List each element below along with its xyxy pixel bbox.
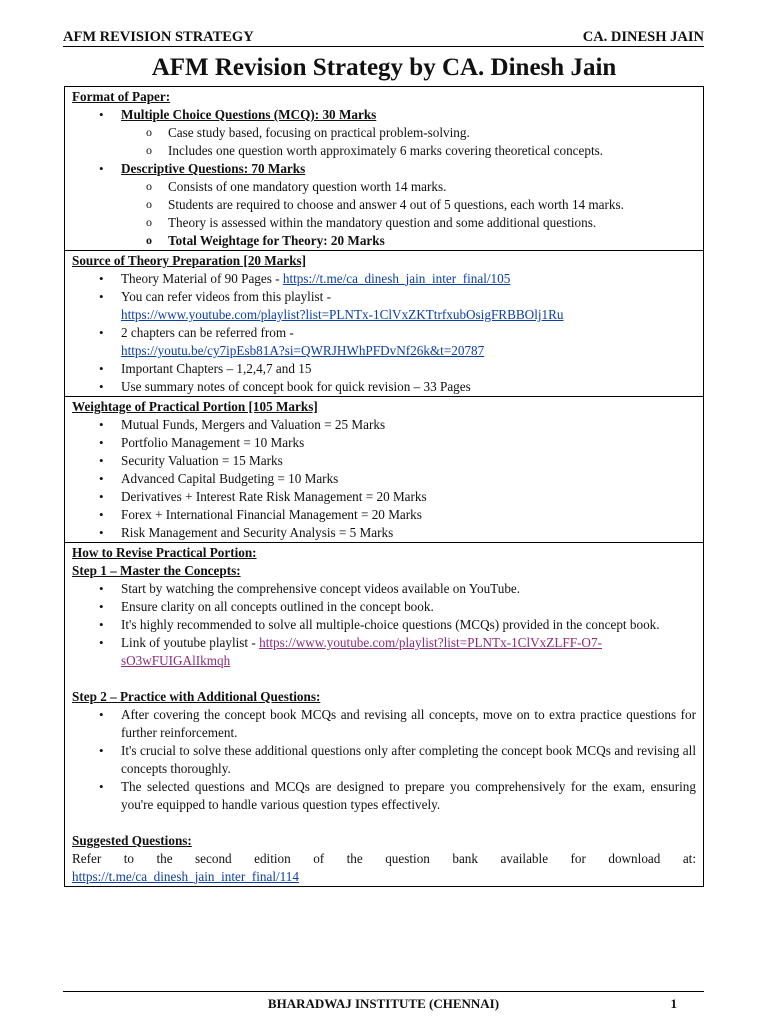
page-number: 1	[670, 996, 677, 1011]
list-item: • Important Chapters – 1,2,4,7 and 15	[72, 360, 696, 378]
descriptive-sublist	[121, 178, 696, 250]
list-item: o Students are required to choose and answer 4 out of 5 questions, each worth 14 marks.	[121, 196, 696, 214]
list-item	[72, 634, 696, 670]
format-cell	[65, 87, 704, 251]
suggested-paragraph	[72, 850, 696, 886]
list-item: o Includes one question worth approximately 6 marks covering theoretical concepts.	[121, 142, 696, 160]
list-item	[72, 324, 696, 360]
footer-institute: BHARADWAJ INSTITUTE (CHENNAI)	[267, 996, 500, 1011]
descriptive-heading: Descriptive Questions: 70 Marks	[121, 161, 306, 176]
mcq-item	[72, 106, 696, 160]
list-item: o Theory is assessed within the mandatory question and some additional questions.	[121, 214, 696, 232]
playlist-link[interactable]: https://www.youtube.com/playlist?list=PLNTx-1ClVxZKTtrfxubOsigFRBBOlj1Ru	[121, 307, 564, 322]
step1-heading: Step 1 – Master the Concepts:	[72, 563, 241, 578]
list-item	[72, 270, 696, 288]
question-bank-link[interactable]: https://t.me/ca_dinesh_jain_inter_final/114	[72, 869, 299, 884]
practical-weightage-section	[65, 397, 704, 543]
suggested-heading: Suggested Questions:	[72, 833, 192, 848]
list-item: • Security Valuation = 15 Marks	[72, 452, 696, 470]
list-item: • Advanced Capital Budgeting = 10 Marks	[72, 470, 696, 488]
list-item: • It's highly recommended to solve all multiple-choice questions (MCQs) provided in the concept book.	[72, 616, 696, 634]
spacer	[72, 670, 696, 688]
theory-cell	[65, 251, 704, 397]
header-left-title: AFM REVISION STRATEGY	[63, 29, 254, 45]
step1-link-text: Link of youtube playlist -	[121, 635, 260, 650]
step2-list	[72, 706, 696, 814]
format-heading: Format of Paper:	[72, 89, 171, 104]
descriptive-item	[72, 160, 696, 250]
mcq-sublist	[121, 124, 696, 160]
list-item: • It's crucial to solve these additional questions only after completing the concept book MCQs and revising all concepts thoroughly.	[72, 742, 696, 778]
list-item: • Derivatives + Interest Rate Risk Management = 20 Marks	[72, 488, 696, 506]
practical-weightage-heading: Weightage of Practical Portion [105 Marks]	[72, 399, 318, 414]
spacer	[72, 814, 696, 832]
theory-material-text: Theory Material of 90 Pages -	[121, 271, 283, 286]
theory-heading: Source of Theory Preparation [20 Marks]	[72, 253, 307, 268]
playlist-text: You can refer videos from this playlist -	[121, 289, 331, 304]
document-title: AFM Revision Strategy by CA. Dinesh Jain	[151, 54, 617, 81]
revise-section	[65, 543, 704, 887]
list-item: o Consists of one mandatory question worth 14 marks.	[121, 178, 696, 196]
list-item: • The selected questions and MCQs are designed to prepare you comprehensively for the exam, ensuring you're equipped to handle various question types effectively.	[72, 778, 696, 814]
revise-cell	[65, 543, 704, 887]
total-theory-item: o Total Weightage for Theory: 20 Marks	[121, 232, 696, 250]
theory-section	[65, 251, 704, 397]
list-item: • Forex + International Financial Management = 20 Marks	[72, 506, 696, 524]
list-item: • Use summary notes of concept book for quick revision – 33 Pages	[72, 378, 696, 396]
header-author: CA. DINESH JAIN	[582, 29, 704, 45]
theory-list	[72, 270, 696, 396]
theory-material-link[interactable]: https://t.me/ca_dinesh_jain_inter_final/105	[282, 271, 511, 286]
list-item: • Risk Management and Security Analysis = 5 Marks	[72, 524, 696, 542]
strategy-table	[64, 86, 704, 887]
list-item: • Ensure clarity on all concepts outlined in the concept book.	[72, 598, 696, 616]
chapters-text: 2 chapters can be referred from -	[121, 325, 294, 340]
page-header	[63, 26, 704, 47]
list-item	[72, 288, 696, 324]
list-item: o Case study based, focusing on practical problem-solving.	[121, 124, 696, 142]
suggested-text: Refer to the second edition of the question bank available for download at:	[72, 851, 696, 866]
revise-heading: How to Revise Practical Portion:	[72, 545, 257, 560]
chapters-video-link[interactable]: https://youtu.be/cy7ipEsb81A?si=QWRJHWhPFDvNf26k&t=20787	[121, 343, 485, 358]
format-list	[72, 106, 696, 250]
mcq-heading: Multiple Choice Questions (MCQ): 30 Marks	[121, 107, 377, 122]
list-item: • Mutual Funds, Mergers and Valuation = 25 Marks	[72, 416, 696, 434]
practical-weightage-cell	[65, 397, 704, 543]
step2-heading: Step 2 – Practice with Additional Questions:	[72, 689, 321, 704]
step1-playlist-link[interactable]: https://www.youtube.com/playlist?list=PLNTx-1ClVxZLFF-O7-sO3wFUIGAlIkmqh	[121, 635, 602, 668]
format-section	[65, 87, 704, 251]
list-item: • Portfolio Management = 10 Marks	[72, 434, 696, 452]
step1-list	[72, 580, 696, 670]
practical-weightage-list	[72, 416, 696, 542]
page-footer	[63, 991, 704, 1011]
list-item: • Start by watching the comprehensive concept videos available on YouTube.	[72, 580, 696, 598]
list-item: • After covering the concept book MCQs and revising all concepts, move on to extra practice questions for further reinforcement.	[72, 706, 696, 742]
